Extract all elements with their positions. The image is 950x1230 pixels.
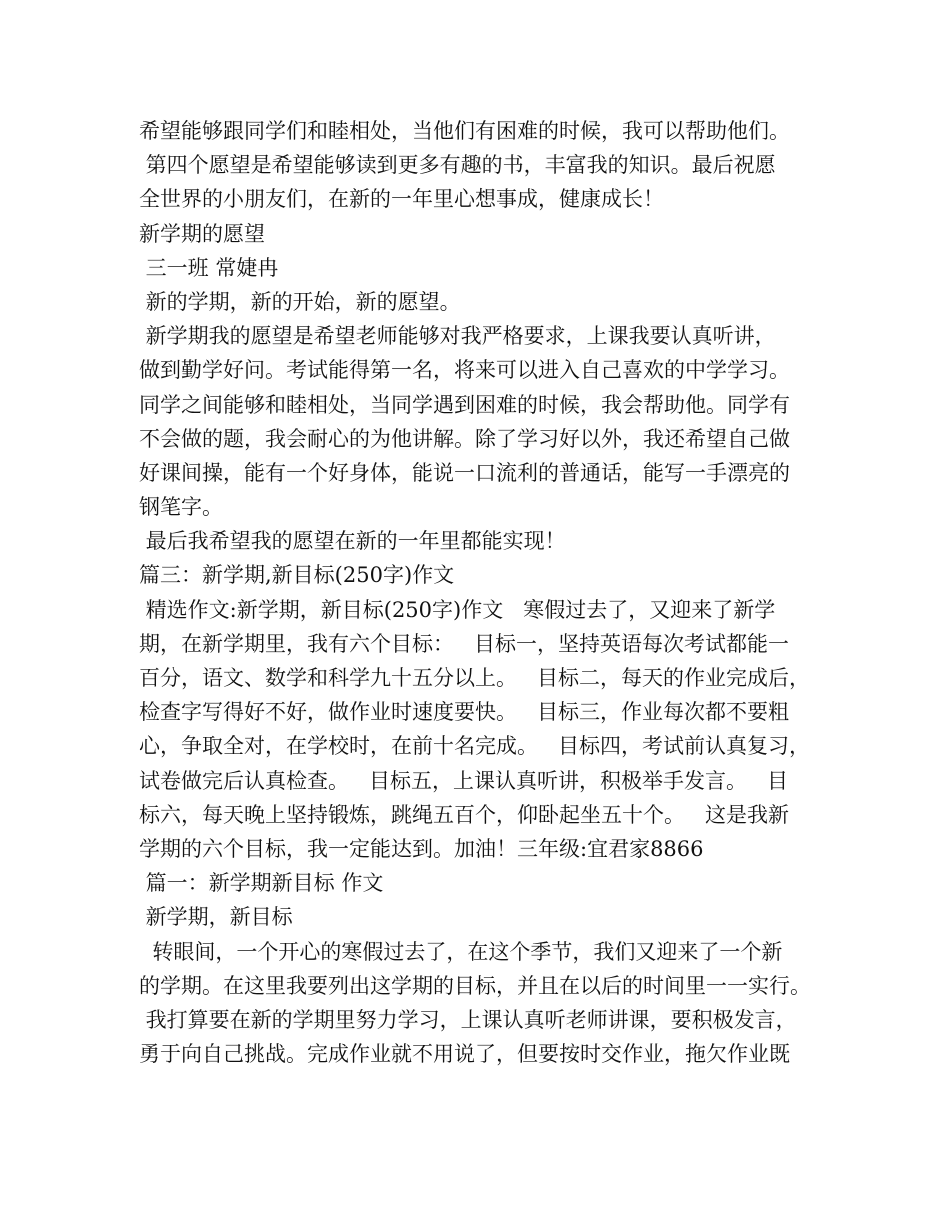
text-line: 不会做的题，我会耐心的为他讲解。除了学习好以外，我还希望自己做 [139, 426, 790, 451]
text-line: 百分，语文、数学和科学九十五分以上。 目标二，每天的作业完成后， [139, 666, 811, 690]
text-line: 新学期我的愿望是希望老师能够对我严格要求，上课我要认真听讲， [139, 324, 776, 349]
text-line: 好课间操，能有一个好身体，能说一口流利的普通话，能写一手漂亮的 [139, 460, 790, 485]
section-title: 篇一：新学期新目标 作文 [139, 871, 384, 896]
text-line: 希望能够跟同学们和睦相处，当他们有困难的时候，我可以帮助他们。 [139, 119, 790, 143]
text-line: 做到勤学好问。考试能得第一名，将来可以进入自己喜欢的中学学习。 [139, 358, 790, 383]
text-line: 同学之间能够和睦相处，当同学遇到困难的时候，我会帮助他。同学有 [139, 392, 790, 417]
section-title: 篇三：新学期,新目标(250字)作文 [139, 563, 455, 588]
text-line: 全世界的小朋友们，在新的一年里心想事成，健康成长！ [139, 187, 664, 212]
text-line: 第四个愿望是希望能够读到更多有趣的书，丰富我的知识。最后祝愿 [139, 153, 776, 178]
document-page [139, 114, 829, 1071]
text-line: 转眼间，一个开心的寒假过去了，在这个季节，我们又迎来了一个新 [139, 939, 783, 964]
text-line: 钢笔字。 [139, 495, 223, 520]
section-title: 新学期的愿望 [139, 221, 265, 246]
text-line: 精选作文:新学期，新目标(250字)作文 寒假过去了，又迎来了新学 [139, 597, 776, 622]
author-line: 三一班 常婕冉 [139, 255, 279, 280]
text-line: 最后我希望我的愿望在新的一年里都能实现！ [139, 529, 566, 554]
text-line: 检查字写得好不好，做作业时速度要快。 目标三，作业每次都不要粗 [139, 700, 790, 725]
text-line: 学期的六个目标，我一定能达到。加油！三年级:宜君家8866 [139, 836, 704, 861]
text-line: 新的学期，新的开始，新的愿望。 [139, 289, 461, 314]
text-line: 勇于向自己挑战。完成作业就不用说了，但要按时交作业，拖欠作业既 [139, 1042, 790, 1067]
text-line: 试卷做完后认真检查。 目标五，上课认真听讲，积极举手发言。 目 [139, 768, 789, 793]
text-line: 的学期。在这里我要列出这学期的目标，并且在以后的时间里一一实行。 [139, 973, 811, 998]
text-line: 心，争取全对，在学校时，在前十名完成。 目标四，考试前认真复习， [139, 734, 811, 759]
text-line: 标六，每天晚上坚持锻炼，跳绳五百个，仰卧起坐五十个。 这是我新 [139, 802, 790, 827]
subtitle-line: 新学期，新目标 [139, 905, 293, 930]
text-line: 期，在新学期里，我有六个目标： 目标一，坚持英语每次考试都能一 [139, 631, 790, 656]
text-line: 我打算要在新的学期里努力学习，上课认真听老师讲课，要积极发言， [139, 1007, 797, 1032]
